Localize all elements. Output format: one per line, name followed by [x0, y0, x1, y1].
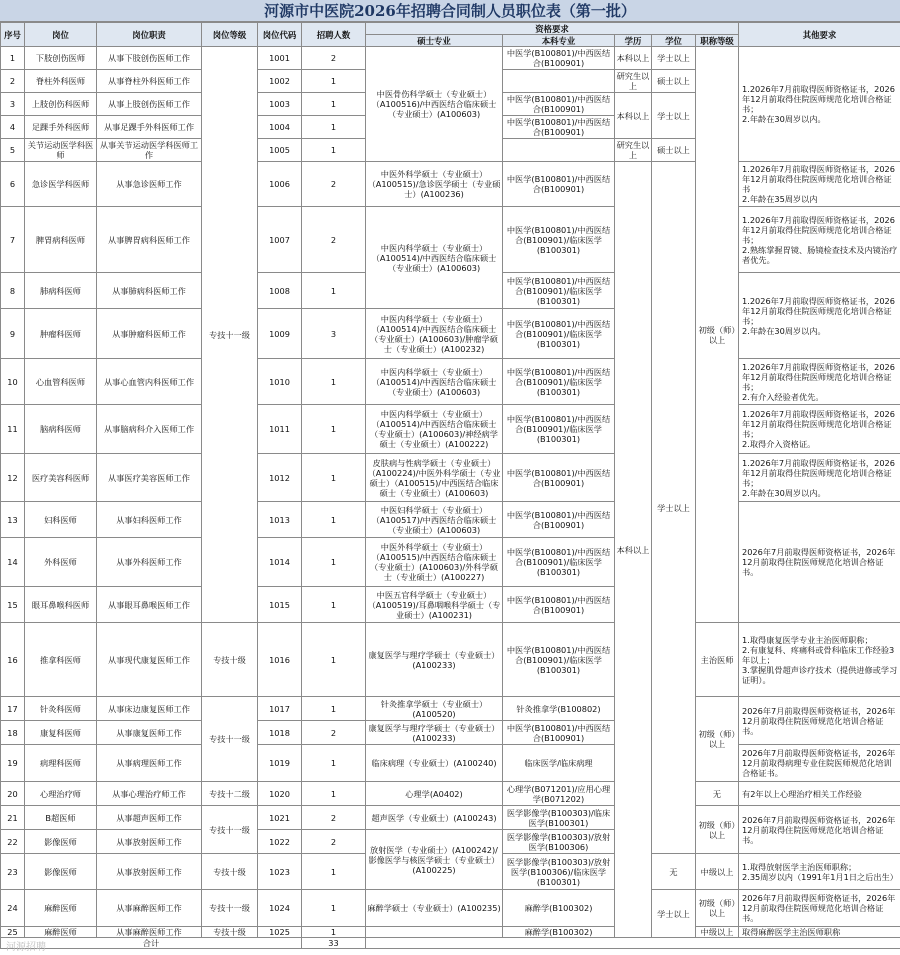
cell-post: 麻醉医师 [25, 927, 97, 938]
cell-count: 1 [302, 502, 366, 538]
cell-degree: 学士以上 [652, 47, 696, 70]
cell-bachelor: 中医学(B100801)/中西医结合(B100901) [503, 162, 615, 207]
cell-code: 1014 [258, 538, 302, 587]
cell-duty: 从事肺病科医师工作 [97, 273, 202, 309]
cell-count: 1 [302, 927, 366, 938]
cell-title: 初级（师）以上 [696, 806, 739, 854]
cell-title: 初级（师）以上 [696, 697, 739, 782]
cell-title: 中级以上 [696, 927, 739, 938]
cell-count: 1 [302, 116, 366, 139]
cell-title: 初级（师）以上 [696, 47, 739, 623]
cell-count: 2 [302, 47, 366, 70]
cell-level: 专技十一级 [202, 697, 258, 782]
cell-no: 15 [1, 587, 25, 623]
cell-bachelor: 中医学(B100801)/中西医结合(B100901) [503, 454, 615, 502]
table-row [1, 359, 900, 405]
cell-post: 妇科医师 [25, 502, 97, 538]
table-row [1, 623, 900, 697]
cell-post: 上肢创伤科医师 [25, 93, 97, 116]
cell-code: 1013 [258, 502, 302, 538]
cell-code: 1015 [258, 587, 302, 623]
cell-no: 18 [1, 721, 25, 745]
cell-master: 皮肤病与性病学硕士（专业硕士）（A100224)/中医外科学硕士（专业硕士）（A100515)/中西医结合临床硕士（专业硕士）(A100603) [366, 454, 503, 502]
cell-duty: 从事急诊医师工作 [97, 162, 202, 207]
cell-title: 中级以上 [696, 854, 739, 890]
cell-bachelor: 心理学(B071201)/应用心理学(B071202) [503, 782, 615, 806]
cell-no: 24 [1, 890, 25, 927]
cell-no: 19 [1, 745, 25, 782]
cell-other: 1.2026年7月前取得医师资格证书，2026年12月前取得住院医师规范化培训合格证书 2.年龄在35周岁以内 [739, 162, 900, 207]
cell-duty: 从事外科医师工作 [97, 538, 202, 587]
cell-code: 1003 [258, 93, 302, 116]
cell-degree: 学士以上 [652, 162, 696, 854]
cell-bachelor: 医学影像学(B100303)/放射医学(B100306)/临床医学(B100301) [503, 854, 615, 890]
cell-bachelor: 中医学(B100801)/中西医结合(B100901) [503, 502, 615, 538]
cell-count: 1 [302, 890, 366, 927]
cell-post: 外科医师 [25, 538, 97, 587]
cell-other: 有2年以上心理治疗相关工作经验 [739, 782, 900, 806]
total-label: 合计 [1, 938, 302, 949]
cell-code: 1016 [258, 623, 302, 697]
cell-level: 专技十一级 [202, 47, 258, 623]
cell-duty: 从事眼耳鼻喉医师工作 [97, 587, 202, 623]
cell-post: 影像医师 [25, 854, 97, 890]
cell-count: 1 [302, 782, 366, 806]
cell-master: 中医内科学硕士（专业硕士）（A100514)/中西医结合临床硕士（专业硕士）(A100603)/神经病学硕士（专业硕士）(A100222) [366, 405, 503, 454]
cell-count: 1 [302, 587, 366, 623]
cell-duty: 从事康复医师工作 [97, 721, 202, 745]
cell-level: 专技十级 [202, 927, 258, 938]
cell-count: 1 [302, 70, 366, 93]
header-title: 职称等级 [696, 35, 739, 47]
cell-bachelor: 临床医学/临床病理 [503, 745, 615, 782]
cell-master: 康复医学与理疗学硕士（专业硕士）(A100233) [366, 721, 503, 745]
header-count: 招聘人数 [302, 23, 366, 47]
cell-bachelor: 中医学(B100801)/中西医结合(B100901)/临床医学(B100301) [503, 207, 615, 273]
cell-post: 心理治疗师 [25, 782, 97, 806]
cell-other: 1.取得放射医学主治医师职称； 2.35周岁以内（1991年1月1日之后出生） [739, 854, 900, 890]
cell-other: 1.2026年7月前取得医师资格证书，2026年12月前取得住院医师规范化培训合格证书； 2.熟练掌握胃镜、肠镜检查技术及内镜治疗者优先。 [739, 207, 900, 273]
cell-post: 医疗美容科医师 [25, 454, 97, 502]
cell-duty: 从事现代康复医师工作 [97, 623, 202, 697]
header-qualification: 资格要求 [366, 23, 739, 35]
total-row [1, 938, 900, 949]
cell-duty: 从事下肢创伤医师工作 [97, 47, 202, 70]
cell-post: 影像医师 [25, 830, 97, 854]
cell-count: 1 [302, 854, 366, 890]
cell-post: 康复科医师 [25, 721, 97, 745]
cell-master: 超声医学（专业硕士）(A100243) [366, 806, 503, 830]
cell-master: 针灸推拿学硕士（专业硕士）(A100520) [366, 697, 503, 721]
cell-count: 1 [302, 93, 366, 116]
table-row [1, 927, 900, 938]
cell-no: 22 [1, 830, 25, 854]
cell-no: 5 [1, 139, 25, 162]
cell-other: 2026年7月前取得医师资格证书，2026年12月前取得住院医师规范化培训合格证书。 [739, 697, 900, 745]
header-duty: 岗位职责 [97, 23, 202, 47]
cell-level: 专技十一级 [202, 806, 258, 854]
cell-other: 1.2026年7月前取得医师资格证书，2026年12月前取得住院医师规范化培训合格证书； 2.年龄在30周岁以内。 [739, 454, 900, 502]
header-no: 序号 [1, 23, 25, 47]
cell-duty: 从事麻醉医师工作 [97, 927, 202, 938]
cell-no: 7 [1, 207, 25, 273]
cell-no: 14 [1, 538, 25, 587]
cell-no: 3 [1, 93, 25, 116]
cell-bachelor: 中医学(B100801)/中西医结合(B100901) [503, 116, 615, 139]
cell-bachelor: 中医学(B100801)/中西医结合(B100901)/临床医学(B100301) [503, 623, 615, 697]
table-row [1, 454, 900, 502]
cell-other: 1.2026年7月前取得医师资格证书，2026年12月前取得住院医师规范化培训合格证书； 2.年龄在30周岁以内。 [739, 47, 900, 162]
cell-other: 2026年7月前取得医师资格证书，2026年12月前取得住院医师规范化培训合格证书。 [739, 806, 900, 854]
cell-other: 1.2026年7月前取得医师资格证书，2026年12月前取得住院医师规范化培训合格证书； 2.有介入经验者优先。 [739, 359, 900, 405]
cell-other: 2026年7月前取得医师资格证书，2026年12月前取得住院医师规范化培训合格证书。 [739, 502, 900, 623]
cell-count: 3 [302, 309, 366, 359]
cell-code: 1009 [258, 309, 302, 359]
cell-duty: 从事妇科医师工作 [97, 502, 202, 538]
header-bachelor: 本科专业 [503, 35, 615, 47]
cell-edu: 本科以上 [615, 93, 652, 139]
cell-no: 21 [1, 806, 25, 830]
header-edu: 学历 [615, 35, 652, 47]
cell-bachelor: 中医学(B100801)/中西医结合(B100901)/临床医学(B100301) [503, 359, 615, 405]
cell-level: 专技十级 [202, 854, 258, 890]
cell-other: 1.2026年7月前取得医师资格证书，2026年12月前取得住院医师规范化培训合格证书； 2.取得介入资格证。 [739, 405, 900, 454]
cell-master: 麻醉学硕士（专业硕士）(A100235) [366, 890, 503, 927]
cell-bachelor: 中医学(B100801)/中西医结合(B100901) [503, 47, 615, 70]
cell-code: 1007 [258, 207, 302, 273]
total-count: 33 [302, 938, 366, 949]
cell-count: 1 [302, 139, 366, 162]
table-row [1, 697, 900, 721]
cell-no: 25 [1, 927, 25, 938]
cell-post: 下肢创伤医师 [25, 47, 97, 70]
cell-duty: 从事麻醉医师工作 [97, 890, 202, 927]
cell-code: 1025 [258, 927, 302, 938]
cell-bachelor: 中医学(B100801)/中西医结合(B100901)/临床医学(B100301) [503, 405, 615, 454]
cell-post: 足踝手外科医师 [25, 116, 97, 139]
header-code: 岗位代码 [258, 23, 302, 47]
cell-no: 10 [1, 359, 25, 405]
cell-bachelor [503, 139, 615, 162]
cell-master: 心理学(A0402) [366, 782, 503, 806]
cell-title: 主治医师 [696, 623, 739, 697]
cell-code: 1008 [258, 273, 302, 309]
cell-bachelor: 针灸推拿学(B100802) [503, 697, 615, 721]
table-row [1, 745, 900, 782]
table-row [1, 162, 900, 207]
cell-level: 专技十二级 [202, 782, 258, 806]
cell-degree: 硕士以上 [652, 139, 696, 162]
cell-duty: 从事脊柱外科医师工作 [97, 70, 202, 93]
table-row [1, 47, 900, 70]
cell-count: 1 [302, 697, 366, 721]
cell-count: 2 [302, 162, 366, 207]
cell-other: 2026年7月前取得医师资格证书，2026年12月前取得病理专业住院医师规范化培训合格证书。 [739, 745, 900, 782]
cell-code: 1020 [258, 782, 302, 806]
header-degree: 学位 [652, 35, 696, 47]
cell-degree: 无 [652, 854, 696, 890]
cell-code: 1019 [258, 745, 302, 782]
cell-post: 眼耳鼻喉科医师 [25, 587, 97, 623]
cell-edu: 研究生以上 [615, 70, 652, 93]
cell-code: 1004 [258, 116, 302, 139]
cell-edu: 研究生以上 [615, 139, 652, 162]
cell-post: 病理科医师 [25, 745, 97, 782]
cell-duty: 从事放射医师工作 [97, 854, 202, 890]
cell-post: 麻醉医师 [25, 890, 97, 927]
cell-level: 专技十一级 [202, 890, 258, 927]
cell-no: 23 [1, 854, 25, 890]
cell-post: 肿瘤科医师 [25, 309, 97, 359]
cell-post: 脾胃病科医师 [25, 207, 97, 273]
cell-post: 脊柱外科医师 [25, 70, 97, 93]
cell-bachelor: 中医学(B100801)/中西医结合(B100901) [503, 721, 615, 745]
cell-count: 1 [302, 745, 366, 782]
positions-table [0, 22, 900, 949]
cell-code: 1005 [258, 139, 302, 162]
cell-duty: 从事超声医师工作 [97, 806, 202, 830]
cell-no: 9 [1, 309, 25, 359]
header-master: 硕士专业 [366, 35, 503, 47]
cell-no: 11 [1, 405, 25, 454]
cell-title: 无 [696, 782, 739, 806]
cell-duty: 从事足踝手外科医师工作 [97, 116, 202, 139]
cell-no: 6 [1, 162, 25, 207]
cell-post: 关节运动医学科医师 [25, 139, 97, 162]
cell-bachelor: 麻醉学(B100302) [503, 890, 615, 927]
cell-code: 1023 [258, 854, 302, 890]
cell-master: 中医内科学硕士（专业硕士）（A100514)/中西医结合临床硕士（专业硕士）(A100603) [366, 359, 503, 405]
cell-count: 1 [302, 405, 366, 454]
cell-other: 1.取得康复医学专业主治医师职称； 2.有康复科、疼痛科或骨科临床工作经验3年以上； 3.掌握肌骨超声诊疗技术（提供进修或学习证明）。 [739, 623, 900, 697]
cell-no: 8 [1, 273, 25, 309]
header-other: 其他要求 [739, 23, 900, 47]
table-row [1, 782, 900, 806]
cell-count: 2 [302, 207, 366, 273]
cell-bachelor: 中医学(B100801)/中西医结合(B100901) [503, 587, 615, 623]
cell-duty: 从事心理治疗师工作 [97, 782, 202, 806]
cell-count: 1 [302, 359, 366, 405]
cell-level: 专技十级 [202, 623, 258, 697]
cell-bachelor: 麻醉学(B100302) [503, 927, 615, 938]
cell-duty: 从事医疗美容医师工作 [97, 454, 202, 502]
cell-edu: 本科以上 [615, 47, 652, 70]
table-row [1, 890, 900, 927]
total-empty [366, 938, 900, 949]
cell-master: 中医外科学硕士（专业硕士）（A100515)/中西医结合临床硕士（专业硕士）(A100603)/外科学硕士（专业硕士）(A100227) [366, 538, 503, 587]
cell-degree: 学士以上 [652, 93, 696, 139]
cell-duty: 从事关节运动医学科医师工作 [97, 139, 202, 162]
cell-duty: 从事肿瘤科医师工作 [97, 309, 202, 359]
cell-count: 1 [302, 273, 366, 309]
cell-duty: 从事床边康复医师工作 [97, 697, 202, 721]
cell-count: 2 [302, 721, 366, 745]
cell-master: 中医外科学硕士（专业硕士）（A100515)/急诊医学硕士（专业硕士）(A100236) [366, 162, 503, 207]
cell-edu: 本科以上 [615, 162, 652, 938]
cell-count: 1 [302, 623, 366, 697]
watermark: 河源招聘 [6, 942, 46, 953]
cell-other: 1.2026年7月前取得医师资格证书，2026年12月前取得住院医师规范化培训合格证书； 2.年龄在30周岁以内。 [739, 273, 900, 359]
cell-master: 中医妇科学硕士（专业硕士）（A100517)/中西医结合临床硕士（专业硕士）(A100603) [366, 502, 503, 538]
cell-master: 中医内科学硕士（专业硕士）（A100514)/中西医结合临床硕士（专业硕士）(A100603) [366, 207, 503, 309]
cell-no: 4 [1, 116, 25, 139]
header-post: 岗位 [25, 23, 97, 47]
cell-bachelor: 医学影像学(B100303)/放射医学(B100306) [503, 830, 615, 854]
table-row [1, 502, 900, 538]
cell-bachelor: 中医学(B100801)/中西医结合(B100901)/临床医学(B100301) [503, 538, 615, 587]
cell-master: 中医骨伤科学硕士（专业硕士）（A100516)/中西医结合临床硕士（专业硕士）(A100603) [366, 47, 503, 162]
cell-code: 1018 [258, 721, 302, 745]
cell-master: 临床病理（专业硕士）(A100240) [366, 745, 503, 782]
cell-code: 1011 [258, 405, 302, 454]
cell-no: 16 [1, 623, 25, 697]
cell-code: 1021 [258, 806, 302, 830]
cell-post: 脑病科医师 [25, 405, 97, 454]
table-row [1, 405, 900, 454]
cell-code: 1022 [258, 830, 302, 854]
cell-code: 1006 [258, 162, 302, 207]
table-row [1, 806, 900, 830]
cell-other: 2026年7月前取得医师资格证书，2026年12月前取得住院医师规范化培训合格证书。 [739, 890, 900, 927]
cell-duty: 从事脑病科介入医师工作 [97, 405, 202, 454]
cell-master [366, 927, 503, 938]
cell-no: 20 [1, 782, 25, 806]
cell-bachelor: 中医学(B100801)/中西医结合(B100901)/临床医学(B100301) [503, 309, 615, 359]
cell-duty: 从事心血管内科医师工作 [97, 359, 202, 405]
cell-code: 1002 [258, 70, 302, 93]
table-row [1, 207, 900, 273]
cell-bachelor: 医学影像学(B100303)/临床医学(B100301) [503, 806, 615, 830]
table-title: 河源市中医院2026年招聘合同制人员职位表（第一批） [0, 0, 900, 22]
cell-code: 1024 [258, 890, 302, 927]
cell-bachelor [503, 70, 615, 93]
cell-master: 中医内科学硕士（专业硕士）（A100514)/中西医结合临床硕士（专业硕士）(A100603)/肿瘤学硕士（专业硕士）(A100232) [366, 309, 503, 359]
cell-duty: 从事上肢创伤医师工作 [97, 93, 202, 116]
cell-master: 中医五官科学硕士（专业硕士）（A100519)/耳鼻咽喉科学硕士（专业硕士）(A100231) [366, 587, 503, 623]
cell-count: 2 [302, 806, 366, 830]
cell-count: 1 [302, 538, 366, 587]
cell-count: 2 [302, 830, 366, 854]
cell-post: 急诊医学科医师 [25, 162, 97, 207]
cell-title: 初级（师）以上 [696, 890, 739, 927]
cell-count: 1 [302, 454, 366, 502]
cell-post: 心血管科医师 [25, 359, 97, 405]
cell-post: B超医师 [25, 806, 97, 830]
cell-code: 1001 [258, 47, 302, 70]
cell-post: 肺病科医师 [25, 273, 97, 309]
cell-duty: 从事放射医师工作 [97, 830, 202, 854]
cell-no: 12 [1, 454, 25, 502]
cell-other: 取得麻醉医学主治医师职称 [739, 927, 900, 938]
cell-code: 1010 [258, 359, 302, 405]
cell-no: 17 [1, 697, 25, 721]
cell-no: 13 [1, 502, 25, 538]
cell-degree: 学士以上 [652, 890, 696, 938]
cell-post: 针灸科医师 [25, 697, 97, 721]
cell-duty: 从事脾胃病科医师工作 [97, 207, 202, 273]
cell-duty: 从事病理医师工作 [97, 745, 202, 782]
cell-post: 推拿科医师 [25, 623, 97, 697]
cell-code: 1012 [258, 454, 302, 502]
cell-master: 放射医学（专业硕士）(A100242)/影像医学与核医学硕士（专业硕士）(A100225) [366, 830, 503, 890]
header-level: 岗位等级 [202, 23, 258, 47]
cell-master: 康复医学与理疗学硕士（专业硕士）(A100233) [366, 623, 503, 697]
cell-no: 2 [1, 70, 25, 93]
cell-degree: 硕士以上 [652, 70, 696, 93]
cell-bachelor: 中医学(B100801)/中西医结合(B100901) [503, 93, 615, 116]
cell-bachelor: 中医学(B100801)/中西医结合(B100901)/临床医学(B100301) [503, 273, 615, 309]
cell-code: 1017 [258, 697, 302, 721]
cell-no: 1 [1, 47, 25, 70]
